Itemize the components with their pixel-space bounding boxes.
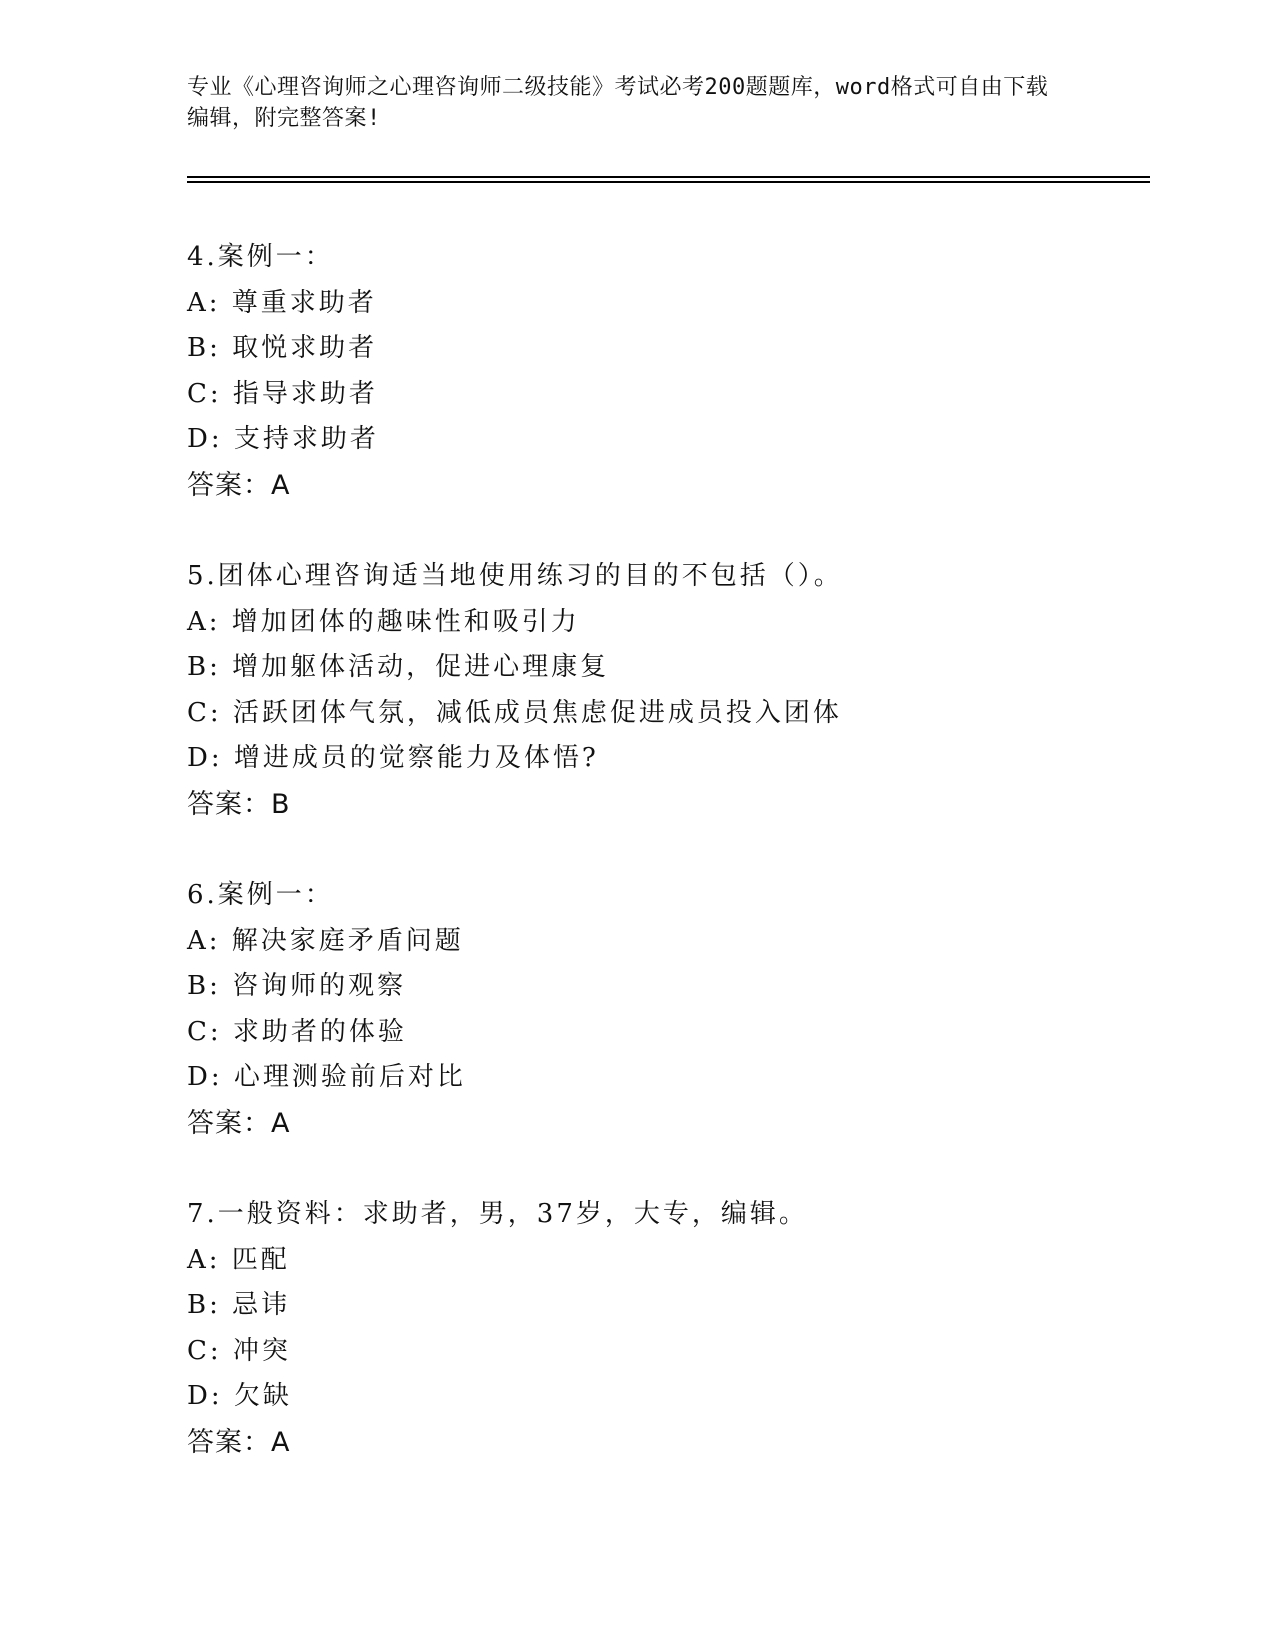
option-d: D: 增进成员的觉察能力及体悟? <box>187 743 599 774</box>
question-block <box>187 554 1147 828</box>
answer-line: 答案：B <box>187 788 291 820</box>
question-stem: 7.一般资料：求助者，男，37岁，大专，编辑。 <box>187 1199 808 1229</box>
option-d: D: 心理测验前后对比 <box>187 1062 466 1093</box>
option-a: A: 增加团体的趣味性和吸引力 <box>187 606 580 637</box>
document-header: 专业《心理咨询师之心理咨询师二级技能》考试必考200题题库，word格式可自由下载编辑，附完整答案! <box>187 75 1049 131</box>
option-c: C: 求助者的体验 <box>187 1016 407 1047</box>
option-d: D: 欠缺 <box>187 1381 292 1412</box>
option-b: B: 忌讳 <box>187 1290 291 1321</box>
question-block <box>187 1192 1147 1466</box>
option-c: C: 指导求助者 <box>187 378 378 409</box>
question-block <box>187 235 1147 509</box>
option-b: B: 咨询师的观察 <box>187 971 407 1002</box>
option-a: A: 尊重求助者 <box>187 287 377 318</box>
header-divider-top <box>187 176 1150 178</box>
question-block <box>187 873 1147 1147</box>
question-stem: 5.团体心理咨询适当地使用练习的目的不包括（）。 <box>187 561 843 591</box>
option-c: C: 活跃团体气氛，减低成员焦虑促进成员投入团体 <box>187 697 842 728</box>
option-c: C: 冲突 <box>187 1335 291 1366</box>
header-divider-bottom <box>187 181 1150 183</box>
answer-line: 答案：A <box>187 1107 291 1139</box>
question-stem: 4.案例一： <box>187 242 334 272</box>
answer-line: 答案：A <box>187 469 291 501</box>
option-b: B: 取悦求助者 <box>187 333 378 364</box>
option-d: D: 支持求助者 <box>187 424 379 455</box>
question-stem: 6.案例一： <box>187 880 334 910</box>
answer-line: 答案：A <box>187 1426 291 1458</box>
option-a: A: 匹配 <box>187 1244 290 1275</box>
option-b: B: 增加躯体活动，促进心理康复 <box>187 652 610 683</box>
option-a: A: 解决家庭矛盾问题 <box>187 925 464 956</box>
